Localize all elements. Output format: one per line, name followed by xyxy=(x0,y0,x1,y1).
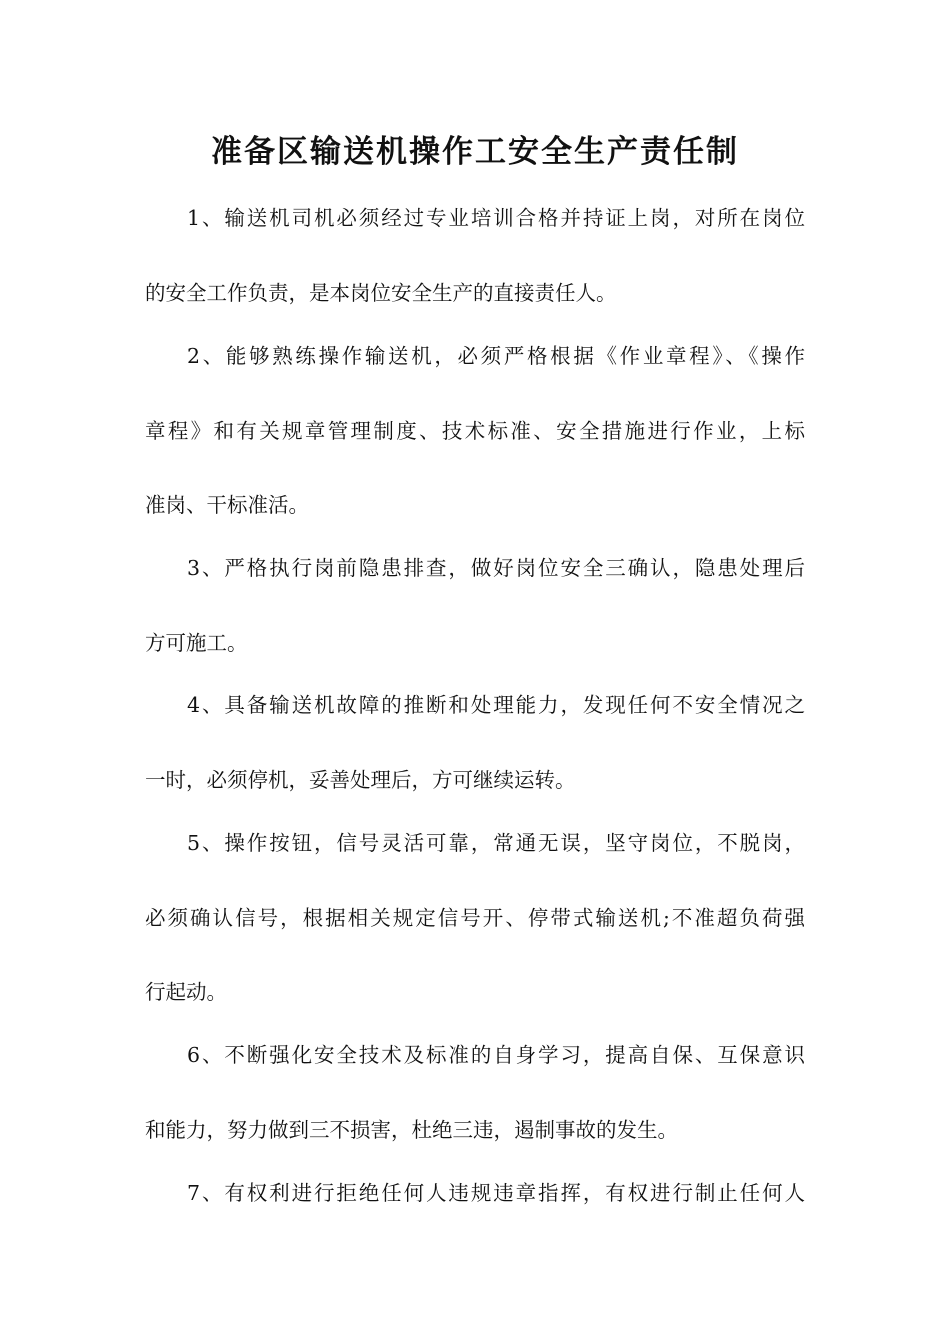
paragraph-5-line-3: 行起动。 xyxy=(145,980,227,1004)
paragraph-3-line-2: 方可施工。 xyxy=(145,631,248,655)
paragraph-2-line-1: 2、能够熟练操作输送机，必须严格根据《作业章程》、《操作 xyxy=(187,344,805,368)
paragraph-5-line-1: 5、操作按钮，信号灵活可靠，常通无误，坚守岗位，不脱岗， xyxy=(187,831,805,855)
paragraph-4-line-2: 一时，必须停机，妥善处理后，方可继续运转。 xyxy=(145,768,576,792)
paragraph-3-line-1: 3、严格执行岗前隐患排查，做好岗位安全三确认，隐患处理后 xyxy=(187,556,805,580)
paragraph-1-line-2: 的安全工作负责，是本岗位安全生产的直接责任人。 xyxy=(145,281,617,305)
paragraph-5-line-2: 必须确认信号，根据相关规定信号开、停带式输送机;不准超负荷强 xyxy=(145,906,805,930)
document-title: 准备区输送机操作工安全生产责任制 xyxy=(211,134,739,170)
paragraph-6-line-2: 和能力，努力做到三不损害，杜绝三违，遏制事故的发生。 xyxy=(145,1118,678,1142)
paragraph-6-line-1: 6、不断强化安全技术及标准的自身学习，提高自保、互保意识 xyxy=(187,1043,805,1067)
paragraph-4-line-1: 4、具备输送机故障的推断和处理能力，发现任何不安全情况之 xyxy=(187,693,805,717)
paragraph-7-line-1: 7、有权利进行拒绝任何人违规违章指挥，有权进行制止任何人 xyxy=(187,1181,805,1205)
paragraph-2-line-2: 章程》和有关规章管理制度、技术标准、安全措施进行作业，上标 xyxy=(145,419,805,443)
paragraph-1-line-1: 1、输送机司机必须经过专业培训合格并持证上岗，对所在岗位 xyxy=(187,206,805,230)
paragraph-2-line-3: 准岗、干标准活。 xyxy=(145,493,309,517)
